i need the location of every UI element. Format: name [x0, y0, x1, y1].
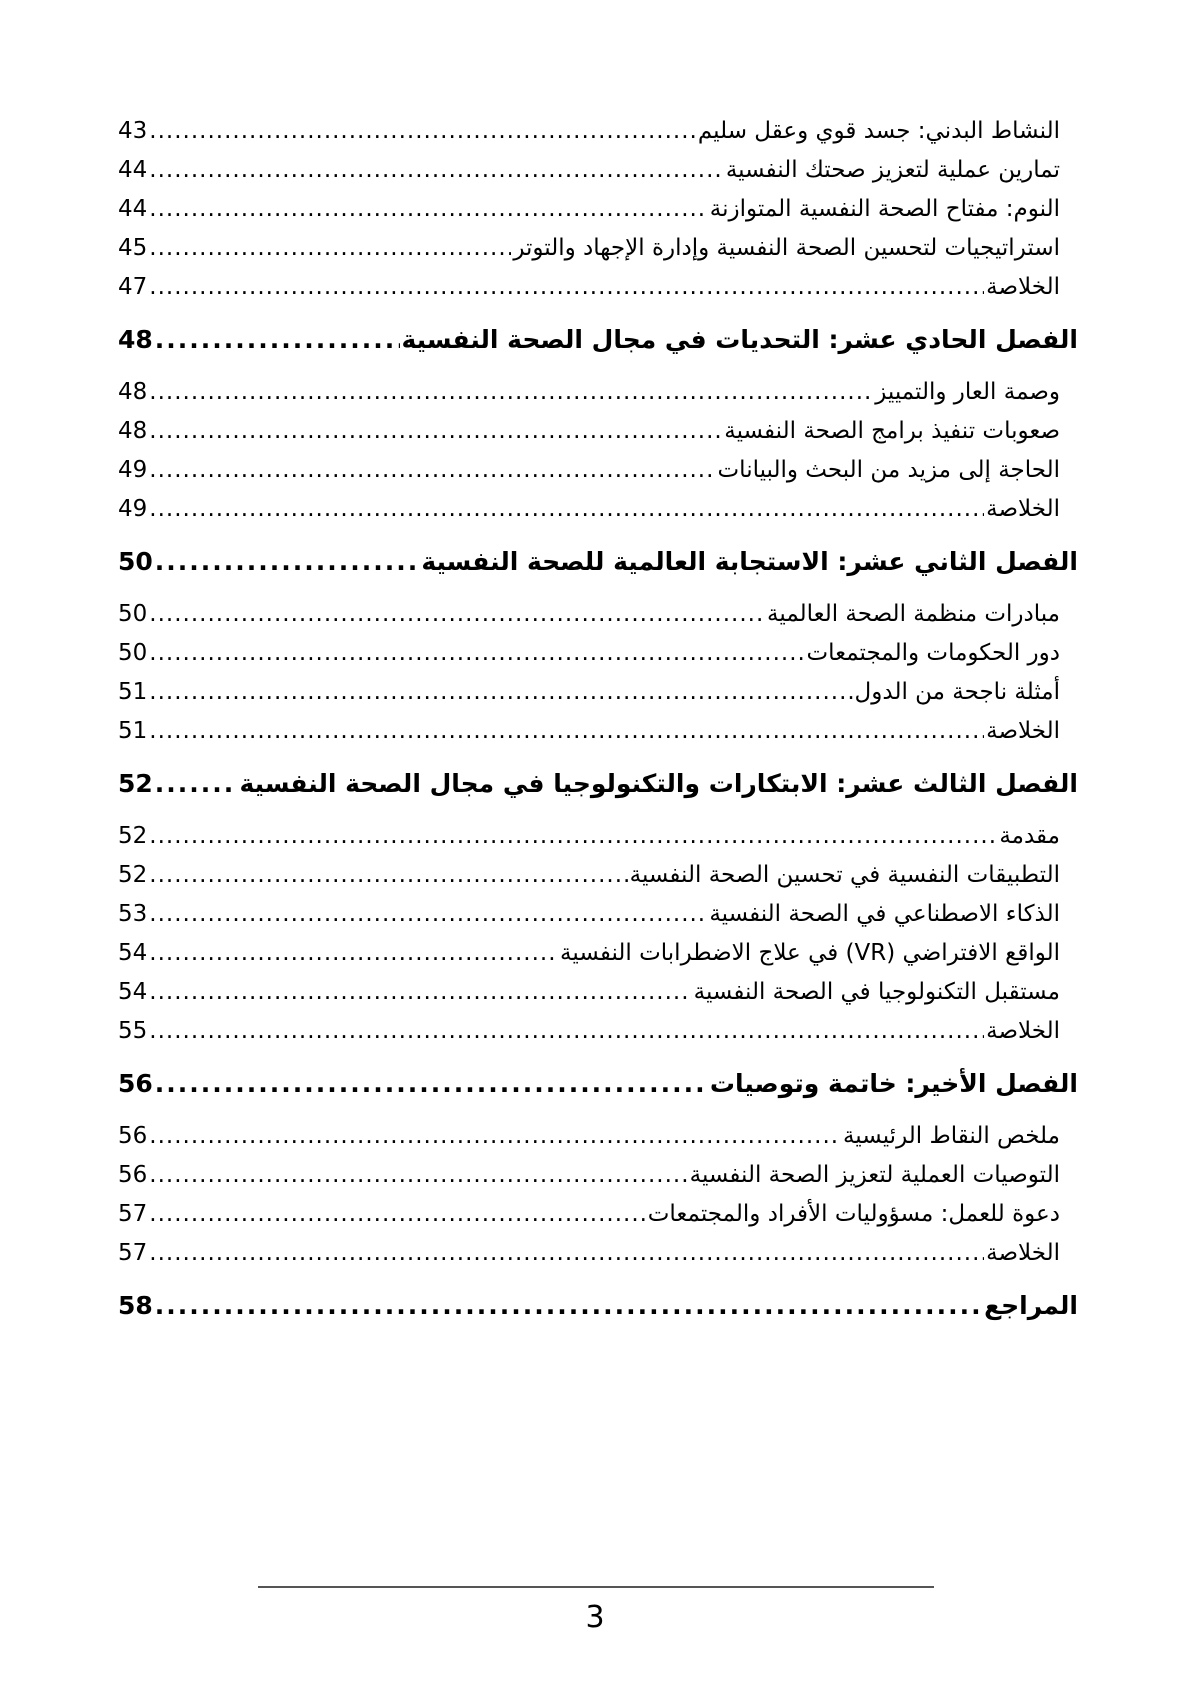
toc-entry[interactable] — [118, 640, 1078, 679]
dot-leader — [149, 274, 984, 300]
toc-chapter-entry[interactable] — [118, 547, 1078, 595]
dot-leader — [149, 1201, 645, 1227]
toc-entry[interactable] — [118, 979, 1078, 1018]
table-of-contents — [118, 118, 1078, 1345]
dot-leader — [149, 679, 852, 705]
toc-entry-title: الواقع الافتراضي (VR) في علاج الاضطرابات النفسية — [560, 940, 1060, 966]
toc-entry-page: 52 — [118, 862, 148, 888]
dot-leader — [149, 1123, 841, 1149]
dot-leader — [149, 718, 984, 744]
toc-entry[interactable] — [118, 823, 1078, 862]
toc-entry-page: 48 — [118, 379, 148, 405]
dot-leader — [149, 862, 627, 888]
dot-leader — [155, 1291, 982, 1320]
toc-entry-title: وصمة العار والتمييز — [875, 379, 1060, 405]
toc-entry-title: دور الحكومات والمجتمعات — [806, 640, 1060, 666]
toc-entry[interactable] — [118, 379, 1078, 418]
toc-entry-title: الفصل الحادي عشر: التحديات في مجال الصحة النفسية — [401, 325, 1078, 354]
dot-leader — [149, 496, 984, 522]
toc-entry-title: النشاط البدني: جسد قوي وعقل سليم — [697, 118, 1060, 144]
toc-entry[interactable] — [118, 901, 1078, 940]
dot-leader — [149, 901, 707, 927]
toc-entry-page: 51 — [118, 679, 148, 705]
dot-leader — [149, 940, 558, 966]
toc-entry-page: 52 — [118, 823, 148, 849]
toc-entry-page: 56 — [118, 1069, 153, 1098]
toc-entry-title: الخلاصة — [986, 718, 1060, 744]
toc-entry-title: الفصل الأخير: خاتمة وتوصيات — [709, 1069, 1078, 1098]
toc-entry-page: 44 — [118, 157, 148, 183]
dot-leader — [149, 823, 997, 849]
toc-entry-page: 50 — [118, 601, 148, 627]
toc-entry[interactable] — [118, 496, 1078, 535]
toc-entry-title: صعوبات تنفيذ برامج الصحة النفسية — [724, 418, 1060, 444]
toc-entry-page: 51 — [118, 718, 148, 744]
toc-entry-page: 54 — [118, 940, 148, 966]
toc-entry-page: 52 — [118, 769, 153, 798]
toc-entry-title: التوصيات العملية لتعزيز الصحة النفسية — [689, 1162, 1060, 1188]
toc-entry-title: النوم: مفتاح الصحة النفسية المتوازنة — [709, 196, 1060, 222]
toc-entry-title: مبادرات منظمة الصحة العالمية — [767, 601, 1060, 627]
dot-leader — [155, 547, 420, 576]
dot-leader — [149, 979, 691, 1005]
toc-entry-title: الفصل الثاني عشر: الاستجابة العالمية للصحة النفسية — [421, 547, 1078, 576]
dot-leader — [155, 1069, 708, 1098]
toc-entry[interactable] — [118, 601, 1078, 640]
dot-leader — [149, 196, 707, 222]
toc-entry-page: 44 — [118, 196, 148, 222]
dot-leader — [149, 118, 696, 144]
toc-entry[interactable] — [118, 157, 1078, 196]
toc-entry-title: تمارين عملية لتعزيز صحتك النفسية — [725, 157, 1060, 183]
toc-entry-page: 49 — [118, 457, 148, 483]
toc-entry[interactable] — [118, 1201, 1078, 1240]
toc-entry-page: 53 — [118, 901, 148, 927]
toc-entry-title: الحاجة إلى مزيد من البحث والبيانات — [717, 457, 1060, 483]
toc-entry-title: مقدمة — [999, 823, 1060, 849]
toc-entry-title: مستقبل التكنولوجيا في الصحة النفسية — [693, 979, 1060, 1005]
toc-entry-title: استراتيجيات لتحسين الصحة النفسية وإدارة الإجهاد والتوتر — [513, 235, 1060, 261]
toc-entry-title: ملخص النقاط الرئيسية — [842, 1123, 1060, 1149]
toc-entry-title: الذكاء الاصطناعي في الصحة النفسية — [709, 901, 1060, 927]
toc-entry[interactable] — [118, 1240, 1078, 1279]
toc-entry-page: 54 — [118, 979, 148, 1005]
dot-leader — [149, 418, 722, 444]
toc-entry[interactable] — [118, 940, 1078, 979]
toc-entry-title: الخلاصة — [986, 1240, 1060, 1266]
toc-entry-title: دعوة للعمل: مسؤوليات الأفراد والمجتمعات — [647, 1201, 1060, 1227]
toc-chapter-entry[interactable] — [118, 1291, 1078, 1339]
dot-leader — [149, 1018, 984, 1044]
footer-divider — [258, 1586, 934, 1588]
toc-entry-title: المراجع — [984, 1291, 1078, 1320]
dot-leader — [155, 769, 238, 798]
dot-leader — [149, 457, 715, 483]
toc-entry-page: 50 — [118, 640, 148, 666]
toc-entry-page: 47 — [118, 274, 148, 300]
toc-entry-title: الفصل الثالث عشر: الابتكارات والتكنولوجيا في مجال الصحة النفسية — [239, 769, 1078, 798]
toc-entry-page: 56 — [118, 1162, 148, 1188]
toc-entry-title: الخلاصة — [986, 274, 1060, 300]
toc-entry[interactable] — [118, 274, 1078, 313]
toc-entry[interactable] — [118, 457, 1078, 496]
toc-entry[interactable] — [118, 1018, 1078, 1057]
toc-entry-page: 48 — [118, 418, 148, 444]
toc-entry[interactable] — [118, 196, 1078, 235]
toc-entry-title: الخلاصة — [986, 1018, 1060, 1044]
toc-chapter-entry[interactable] — [118, 325, 1078, 373]
toc-entry[interactable] — [118, 235, 1078, 274]
dot-leader — [149, 601, 765, 627]
toc-entry-page: 45 — [118, 235, 148, 261]
toc-entry-page: 48 — [118, 325, 153, 354]
toc-entry-title: الخلاصة — [986, 496, 1060, 522]
toc-entry[interactable] — [118, 1123, 1078, 1162]
toc-entry[interactable] — [118, 118, 1078, 157]
toc-entry-page: 43 — [118, 118, 148, 144]
toc-entry-page: 57 — [118, 1201, 148, 1227]
toc-entry-title: التطبيقات النفسية في تحسين الصحة النفسية — [629, 862, 1060, 888]
dot-leader — [149, 1162, 687, 1188]
dot-leader — [149, 379, 873, 405]
toc-entry[interactable] — [118, 862, 1078, 901]
toc-entry-page: 55 — [118, 1018, 148, 1044]
toc-chapter-entry[interactable] — [118, 1069, 1078, 1117]
toc-entry[interactable] — [118, 679, 1078, 718]
dot-leader — [149, 235, 511, 261]
toc-entry-page: 50 — [118, 547, 153, 576]
toc-entry[interactable] — [118, 1162, 1078, 1201]
toc-chapter-entry[interactable] — [118, 769, 1078, 817]
toc-entry-page: 49 — [118, 496, 148, 522]
toc-entry-title: أمثلة ناجحة من الدول — [854, 679, 1060, 705]
dot-leader — [155, 325, 400, 354]
toc-entry[interactable] — [118, 718, 1078, 757]
dot-leader — [149, 1240, 984, 1266]
dot-leader — [149, 157, 724, 183]
dot-leader — [149, 640, 804, 666]
toc-entry-page: 57 — [118, 1240, 148, 1266]
toc-entry-page: 58 — [118, 1291, 153, 1320]
page-number: 3 — [585, 1600, 605, 1635]
toc-entry[interactable] — [118, 418, 1078, 457]
toc-entry-page: 56 — [118, 1123, 148, 1149]
